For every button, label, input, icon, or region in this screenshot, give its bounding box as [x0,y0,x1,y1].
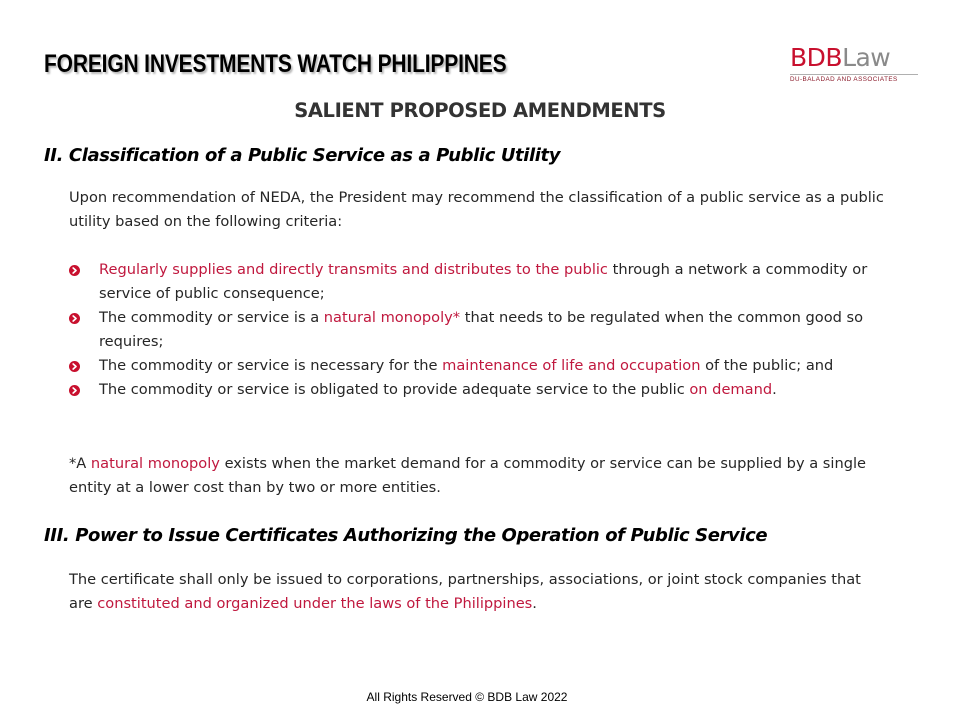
criteria-highlight: on demand [689,381,773,398]
chevron-right-circle-icon [69,385,80,396]
criteria-text-after: . [772,381,777,398]
logo-bdb-text: BDB [790,43,843,72]
chevron-right-circle-icon [69,265,80,276]
chevron-right-circle-icon [69,313,80,324]
criteria-text-before: The commodity or service is necessary for the [99,357,443,374]
criteria-highlight: Regularly supplies and directly transmits and distributes to the public [99,261,608,278]
cert-text-after: . [532,595,537,612]
criteria-text-after: that needs to be regulated when the common good so requires; [99,309,864,350]
section-2-heading: II. Classification of a Public Service as a Public Utility [44,145,561,166]
criteria-list [69,258,869,402]
chevron-right-circle-icon [69,361,80,372]
bdb-law-logo [790,44,918,83]
criteria-text-before: The commodity or service is obligated to provide adequate service to the public [99,381,690,398]
natural-monopoly-note [69,452,889,500]
page-title: FOREIGN INVESTMENTS WATCH PHILIPPINES [44,50,507,78]
slide-subtitle: SALIENT PROPOSED AMENDMENTS [294,99,666,122]
footer-copyright: All Rights Reserved © BDB Law 2022 [366,690,568,704]
logo-wordmark [790,44,918,72]
logo-tagline: DU-BALADAD AND ASSOCIATES [790,74,918,83]
criteria-text-after: of the public; and [700,357,834,374]
section-2-intro: Upon recommendation of NEDA, the President may recommend the classification of a public service as a public utility based on the following criteria: [69,189,884,230]
section-3-heading: III. Power to Issue Certificates Authorizing the Operation of Public Service [44,525,768,546]
cert-text-before: The certificate shall only be issued to corporations, partnerships, associations, or joint stock companies that are [69,571,861,612]
criteria-item [69,354,869,378]
note-text-after: exists when the market demand for a commodity or service can be supplied by a single entity at a lower cost than by two or more entities. [69,455,867,496]
note-text-before: *A [69,455,91,472]
criteria-item [69,306,869,354]
criteria-item [69,378,869,402]
criteria-highlight: maintenance of life and occupation [442,357,701,374]
section-3-text [69,568,889,616]
criteria-highlight: natural monopoly* [323,309,461,326]
criteria-text-before: The commodity or service is a [99,309,324,326]
criteria-text-after: through a network a commodity or service of public consequence; [99,261,868,302]
note-highlight: natural monopoly [90,455,220,472]
cert-highlight: constituted and organized under the laws of the Philippines [97,595,533,612]
criteria-item [69,258,869,306]
logo-law-text: Law [842,43,891,72]
